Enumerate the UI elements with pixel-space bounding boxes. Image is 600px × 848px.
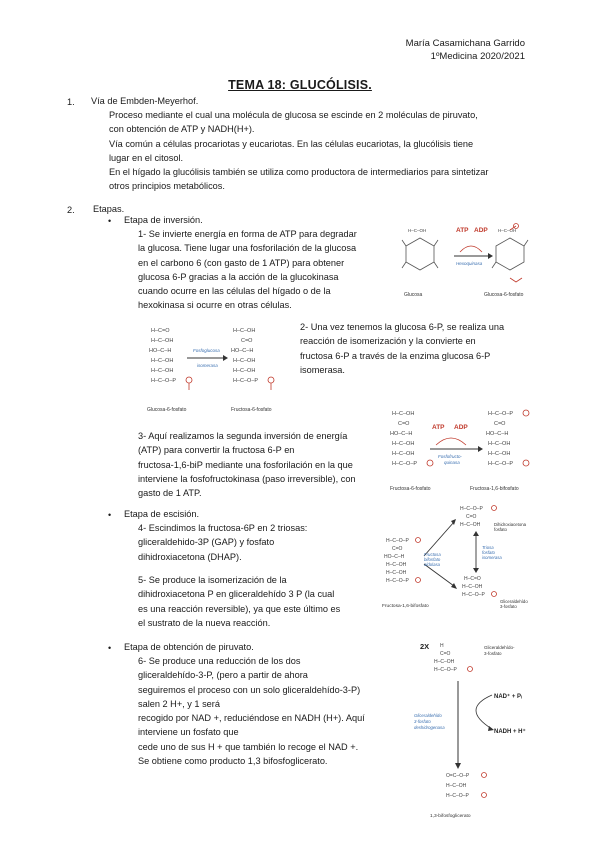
step-2-line: 2- Una vez tenemos la glucosa 6-P, se realiza una (300, 322, 505, 332)
fig3-adp-label: ADP (454, 424, 468, 431)
fig5-enzyme-line-3: deshidrogenasa (414, 725, 445, 730)
step-1-line: la glucosa. Tiene lugar una fosforilación de la glucosa (138, 243, 357, 254)
step-6-line: seguiremos el proceso con un solo gliceraldehído-3-P) (138, 684, 361, 695)
step-3-text (138, 429, 356, 500)
fig4-aldolase-line-3: aldolasa (424, 562, 441, 567)
stage-2-title: Etapa de escisión. (124, 509, 200, 519)
svg-text:H–C–OH: H–C–OH (488, 441, 511, 447)
section-1-number: 1. (67, 97, 75, 107)
svg-text:H–C–OH: H–C–OH (151, 358, 174, 364)
step-2-text (300, 320, 504, 377)
fig4-isomerase-line-2: fosfato (482, 550, 495, 555)
fig4-dhap-line-1: Dihidroxiacetona (494, 522, 527, 527)
step-2-line: reacción de isomerización y la convierte en (300, 336, 476, 347)
svg-text:C=O: C=O (494, 421, 506, 427)
svg-text:H–C–OH: H–C–OH (392, 451, 415, 457)
fig3-enzyme-line-1: Fosfofructo- (438, 454, 463, 459)
fig4-aldolase-line-1: Fructosa (424, 552, 441, 557)
svg-text:H–C–OH: H–C–OH (151, 368, 174, 374)
svg-text:HO–C–H: HO–C–H (390, 431, 413, 437)
svg-text:H–C=O: H–C=O (151, 328, 170, 334)
svg-text:H–C–OH: H–C–OH (434, 659, 455, 665)
section-1-line: otros principios metabólicos. (109, 181, 225, 192)
step-3-line: interviene la fosfofructokinasa (paso irreversible), con (138, 473, 356, 484)
svg-text:H–C–O–P: H–C–O–P (462, 592, 485, 598)
svg-text:H–C–O–P: H–C–O–P (446, 793, 469, 799)
fig2-enzyme-line-2: isomerasa (197, 363, 218, 368)
step-3-line: 3- Aquí realizamos la segunda inversión de energía (138, 431, 348, 441)
stage-3-title: Etapa de obtención de piruvato. (124, 642, 254, 652)
step-5-line: 5- Se produce la isomerización de la (138, 575, 287, 585)
fig2-enzyme-line-1: Fosfoglucosa (193, 348, 220, 353)
step-4-line: 4- Escindimos la fructosa-6P en 2 triosas: (138, 523, 308, 533)
step-6-line: interviene un fosfato que (138, 727, 239, 738)
step-1-line: 1- Se invierte energía en forma de ATP para degradar (138, 229, 357, 239)
fig5-enzyme-line-2: 3-fosfato (414, 719, 431, 724)
svg-text:H–C–OH: H–C–OH (386, 570, 407, 576)
svg-text:H–C–O–P: H–C–O–P (233, 378, 259, 384)
section-2-number: 2. (67, 205, 75, 215)
svg-text:C=O: C=O (241, 338, 253, 344)
svg-text:H–C–OH: H–C–OH (498, 228, 517, 233)
svg-text:H–C–OH: H–C–OH (392, 441, 415, 447)
figure-phosphofructokinase-reaction (388, 405, 538, 497)
svg-text:HO–C–H: HO–C–H (486, 431, 509, 437)
svg-text:H–C=O: H–C=O (464, 576, 481, 582)
step-1-line: glucosa 6-P gracias a la acción de la glucokinasa (138, 271, 339, 282)
svg-text:H–C–OH: H–C–OH (446, 783, 467, 789)
step-2-line: fructosa 6-P a través de la enzima glucosa 6-P (300, 350, 491, 361)
svg-text:H–C–OH: H–C–OH (392, 411, 415, 417)
fig1-product-label: Glucosa-6-fosfato (484, 292, 524, 298)
svg-text:H–C–O–P: H–C–O–P (151, 378, 177, 384)
fig3-product-label: Fructosa-1,6-bifosfato (470, 486, 519, 492)
svg-text:HO–C–H: HO–C–H (149, 348, 172, 354)
step-6-text (138, 654, 365, 768)
step-6-line: gliceraldehído-3-P, (pero a partir de ahora (138, 670, 308, 681)
section-1-line: Vía común a células procariotas y eucariotas. En las células eucariotas, la glucólisis tiene (109, 138, 474, 149)
step-1-text (138, 227, 357, 313)
section-2-heading: Etapas. (93, 204, 125, 214)
fig4-gap-line-1: Gliceraldehído (500, 599, 528, 604)
step-5-line: es una reacción reversible), ya que este último es (138, 603, 341, 614)
step-4-line: dihidroxiacetona (DHAP). (138, 551, 242, 562)
fig4-gap-line-2: 3-fosfato (500, 604, 517, 609)
svg-text:C=O: C=O (466, 514, 477, 520)
svg-text:H–C–OH: H–C–OH (488, 451, 511, 457)
figure-isomerase-reaction (145, 322, 295, 414)
svg-text:H–C–O–P: H–C–O–P (392, 461, 418, 467)
svg-text:H–C–O–P: H–C–O–P (460, 506, 483, 512)
svg-text:H–C–OH: H–C–OH (233, 358, 256, 364)
fig5-enzyme-line-1: Gliceraldehído (414, 713, 442, 718)
fig1-adp-label: ADP (474, 227, 488, 234)
step-6-line: salen 2 H+, y 1 será (138, 698, 220, 709)
step-5-text (138, 573, 340, 630)
section-1-line: En el hígado la glucólisis también se utiliza como productora de intermediarios para sintetizar (109, 167, 489, 178)
svg-text:H–C–OH: H–C–OH (408, 228, 427, 233)
page-title: TEMA 18: GLUCÓLISIS. (228, 78, 372, 92)
svg-text:H–C–OH: H–C–OH (462, 584, 483, 590)
svg-text:H–C–OH: H–C–OH (233, 368, 256, 374)
svg-text:H–C–OH: H–C–OH (151, 338, 174, 344)
svg-text:H–C–O–P: H–C–O–P (488, 411, 514, 417)
svg-text:H–C–OH: H–C–OH (460, 522, 481, 528)
fig4-isomerase-line-1: Triosa (482, 545, 494, 550)
figure-aldolase-reaction (380, 500, 530, 612)
figure-hexokinase-reaction (398, 218, 538, 300)
fig2-product-label: Fructosa-6-fosfato (231, 407, 272, 413)
fig1-enzyme: Hexoquinasa (456, 261, 483, 266)
svg-text:H–C–O–P: H–C–O–P (434, 667, 457, 673)
step-2-line: isomerasa. (300, 364, 345, 375)
step-1-line: hexokinasa si ocurre en otras células. (138, 300, 292, 311)
svg-text:H–C–O–P: H–C–O–P (488, 461, 514, 467)
fig5-nad-input: NAD⁺ + Pᵢ (494, 694, 522, 700)
svg-text:H: H (440, 643, 444, 649)
fig1-substrate-label: Glucosa (404, 292, 423, 298)
svg-text:O=C–O–P: O=C–O–P (446, 773, 470, 779)
svg-text:H–C–O–P: H–C–O–P (386, 538, 409, 544)
step-1-line: en el carbono 6 (con gasto de 1 ATP) para obtener (138, 257, 345, 268)
section-1-body (109, 108, 488, 194)
fig5-substrate-line-2: 3-fosfato (484, 651, 502, 656)
step-6-line: Se obtiene como producto 1,3 bifosfoglicerato. (138, 756, 328, 767)
fig2-arrowhead (223, 355, 228, 361)
step-1-line: cuando ocurre en las células del hígado o de la (138, 286, 331, 297)
svg-text:H–C–O–P: H–C–O–P (386, 578, 409, 584)
fig4-dhap-line-2: fosfato (494, 527, 507, 532)
fig4-aldolase-line-2: bifosfato (424, 557, 441, 562)
step-6-line: recogido por NAD +, reduciéndose en NADH (H+). Aquí (138, 713, 365, 724)
section-1-line: lugar en el citosol. (109, 152, 184, 163)
fig4-substrate-label: Fructosa-1,6-bifosfato (382, 604, 429, 609)
fig2-substrate-label: Glucosa-6-fosfato (147, 407, 187, 413)
section-1-line: con obtención de ATP y NADH(H+). (109, 124, 255, 135)
fig5-substrate-line-1: Gliceraldehído- (484, 645, 515, 650)
step-3-line: fructosa-1,6-biP mediante una fosforilación en la que (138, 459, 353, 470)
fig5-arrowhead (455, 763, 461, 769)
fig5-multiplier: 2X (420, 642, 430, 651)
fig3-substrate-label: Fructosa-6-fosfato (390, 486, 431, 492)
bullet-stage-1: • (108, 216, 112, 226)
step-3-line: (ATP) para convertir la fructosa 6-P en (138, 445, 295, 456)
fig3-enzyme-line-2: quinasa (444, 460, 460, 465)
step-6-line: cede uno de sus H + que también lo recoge el NAD +. (138, 741, 359, 752)
stage-1-title: Etapa de inversión. (124, 215, 203, 225)
step-4-text (138, 521, 307, 564)
section-1-heading: Vía de Embden-Meyerhof. (91, 96, 199, 106)
bullet-stage-2: • (108, 510, 112, 520)
step-3-line: gasto de 1 ATP. (138, 488, 202, 499)
svg-text:H–C–OH: H–C–OH (386, 562, 407, 568)
svg-text:H–C–OH: H–C–OH (233, 328, 256, 334)
fig1-atp-label: ATP (456, 227, 469, 234)
fig1-arrowhead (488, 253, 493, 259)
fig3-atp-label: ATP (432, 424, 445, 431)
fig4-isomerase-line-3: isomerasa (482, 555, 502, 560)
svg-text:HO–C–H: HO–C–H (384, 554, 405, 560)
step-6-line: 6- Se produce una reducción de los dos (138, 656, 301, 666)
section-1-line: Proceso mediante el cual una molécula de glucosa se escinde en 2 moléculas de piruvato, (109, 110, 478, 120)
svg-text:C=O: C=O (398, 421, 410, 427)
author-name: María Casamichana Garrido (405, 38, 525, 49)
fig5-product-label: 1,3-bifosfoglicerato (430, 814, 471, 819)
fig5-nadh-output: NADH + H⁺ (494, 729, 526, 735)
step-4-line: gliceraldehido-3P (GAP) y fosfato (138, 537, 275, 548)
figure-gapdh-reaction (412, 637, 530, 822)
svg-text:C=O: C=O (440, 651, 451, 657)
svg-text:C=O: C=O (392, 546, 403, 552)
svg-text:HO–C–H: HO–C–H (231, 348, 254, 354)
step-5-line: el sustrato de la nueva reacción. (138, 617, 271, 628)
step-5-line: dihidroxiacetona P en gliceraldehído 3 P (la cual (138, 589, 335, 600)
course-label: 1ºMedicina 2020/2021 (430, 51, 525, 62)
fig3-arrowhead (478, 446, 483, 452)
bullet-stage-3: • (108, 643, 112, 653)
